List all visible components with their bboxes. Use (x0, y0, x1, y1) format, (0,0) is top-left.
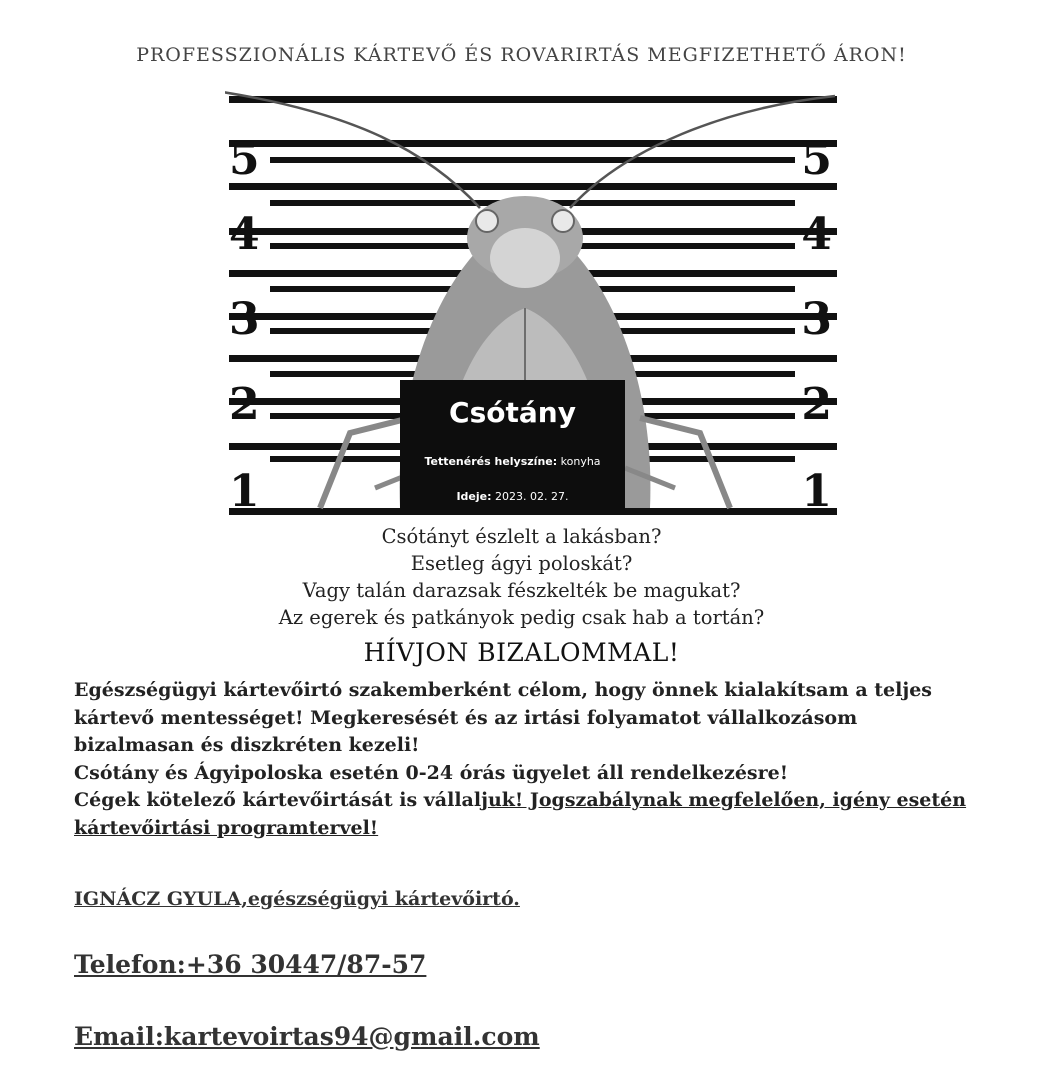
duty-paragraph: Csótány és Ágyipoloska esetén 0-24 órás ügyelet áll rendelkezésre! (74, 761, 789, 784)
service-description (74, 677, 974, 842)
height-mark-3-right: 3 (801, 294, 832, 345)
height-mark-2-right: 2 (801, 379, 832, 430)
company-text: Cégek kötelező kártevőirtását is vállalj (74, 789, 488, 811)
height-mark-4: 4 (229, 209, 260, 260)
height-mark-3: 3 (229, 294, 260, 345)
height-mark-1-right: 1 (801, 466, 832, 517)
description-paragraph: Egészségügyi kártevőirtó szakemberként célom, hogy önnek kialakítsam a teljes kártevő mentességet! Megkeresését és az irtási folyamatot vállalkozásom bizalmasan és diszkréten kezeli! (74, 679, 932, 756)
placard-location (400, 455, 625, 468)
placard-date-label: Ideje: (456, 490, 492, 503)
call-to-action: HÍVJON BIZALOMMAL! (363, 638, 680, 667)
question-line: Az egerek és patkányok pedig csak hab a tortán? (278, 606, 765, 629)
police-lineup-image (225, 88, 840, 518)
height-mark-4-right: 4 (801, 209, 832, 260)
height-mark-5: 5 (229, 134, 260, 185)
question-list (0, 523, 1043, 631)
question-line: Esetleg ágyi poloskát? (410, 552, 633, 575)
height-mark-5-right: 5 (801, 134, 832, 185)
height-mark-2: 2 (229, 379, 260, 430)
contact-name: IGNÁCZ GYULA,egészségügyi kártevőirtó. (74, 888, 520, 910)
company-text-underlined: uk! Jogszabálynak megfelelően, igény esetén kártevőirtási programtervel! (74, 789, 967, 839)
question-line: Csótányt észlelt a lakásban? (381, 525, 662, 548)
height-mark-1: 1 (229, 466, 260, 517)
company-paragraph (74, 787, 974, 842)
email-address[interactable]: Email:kartevoirtas94@gmail.com (74, 1022, 540, 1051)
placard-date-value: 2023. 02. 27. (495, 490, 569, 503)
placard-location-label: Tettenérés helyszíne: (424, 455, 558, 468)
placard-date (400, 490, 625, 503)
question-line: Vagy talán darazsak fészkelték be magukat? (302, 579, 741, 602)
headline: PROFESSZIONÁLIS KÁRTEVŐ ÉS ROVARIRTÁS MEGFIZETHETŐ ÁRON! (136, 44, 907, 66)
placard-title: Csótány (449, 396, 576, 429)
phone-number[interactable]: Telefon:+36 30447/87-57 (74, 950, 427, 979)
placard-location-value: konyha (560, 455, 601, 468)
